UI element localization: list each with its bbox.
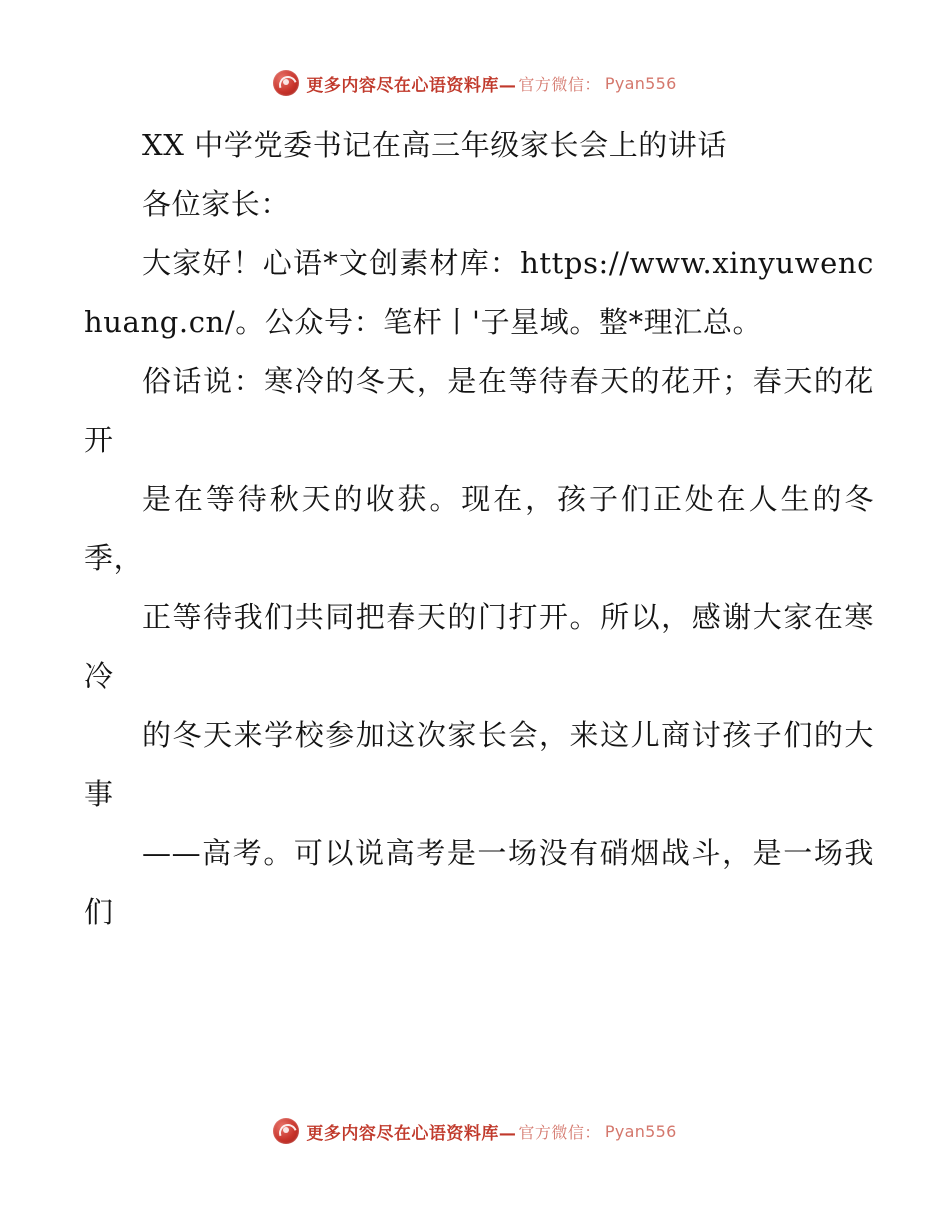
watermark-handle-text: Pyan556 xyxy=(604,1121,677,1141)
greeting-source-paragraph: 大家好！心语*文创素材库：https://www.xinyuwenchuang.cn/。公众号：笔杆丨'子星域。整*理汇总。 xyxy=(84,246,874,339)
body-paragraph-2: 是在等待秋天的收获。现在，孩子们正处在人生的冬季， xyxy=(84,482,874,575)
document-title-paragraph: XX 中学党委书记在高三年级家长会上的讲话 xyxy=(142,128,728,162)
body-paragraph-1: 俗话说：寒冷的冬天，是在等待春天的花开；春天的花开 xyxy=(84,364,874,457)
watermark-sub-text: 官方微信： xyxy=(518,74,601,94)
watermark-bottom xyxy=(0,1118,950,1144)
salutation-paragraph: 各位家长： xyxy=(142,187,291,221)
body-paragraph-4: 的冬天来学校参加这次家长会，来这儿商讨孩子们的大事 xyxy=(84,718,874,811)
document-content xyxy=(84,116,874,942)
watermark-sub-text: 官方微信： xyxy=(518,1122,601,1142)
body-paragraph-3: 正等待我们共同把春天的门打开。所以，感谢大家在寒冷 xyxy=(84,600,874,693)
circle-logo-icon xyxy=(273,1118,299,1144)
watermark-main-text: 更多内容尽在心语资料库— xyxy=(306,1123,517,1144)
circle-logo-icon xyxy=(273,70,299,96)
watermark-top xyxy=(0,70,950,96)
body-paragraph-5: ——高考。可以说高考是一场没有硝烟战斗，是一场我们 xyxy=(84,836,874,929)
watermark-main-text: 更多内容尽在心语资料库— xyxy=(306,75,517,96)
watermark-handle-text: Pyan556 xyxy=(604,73,677,93)
